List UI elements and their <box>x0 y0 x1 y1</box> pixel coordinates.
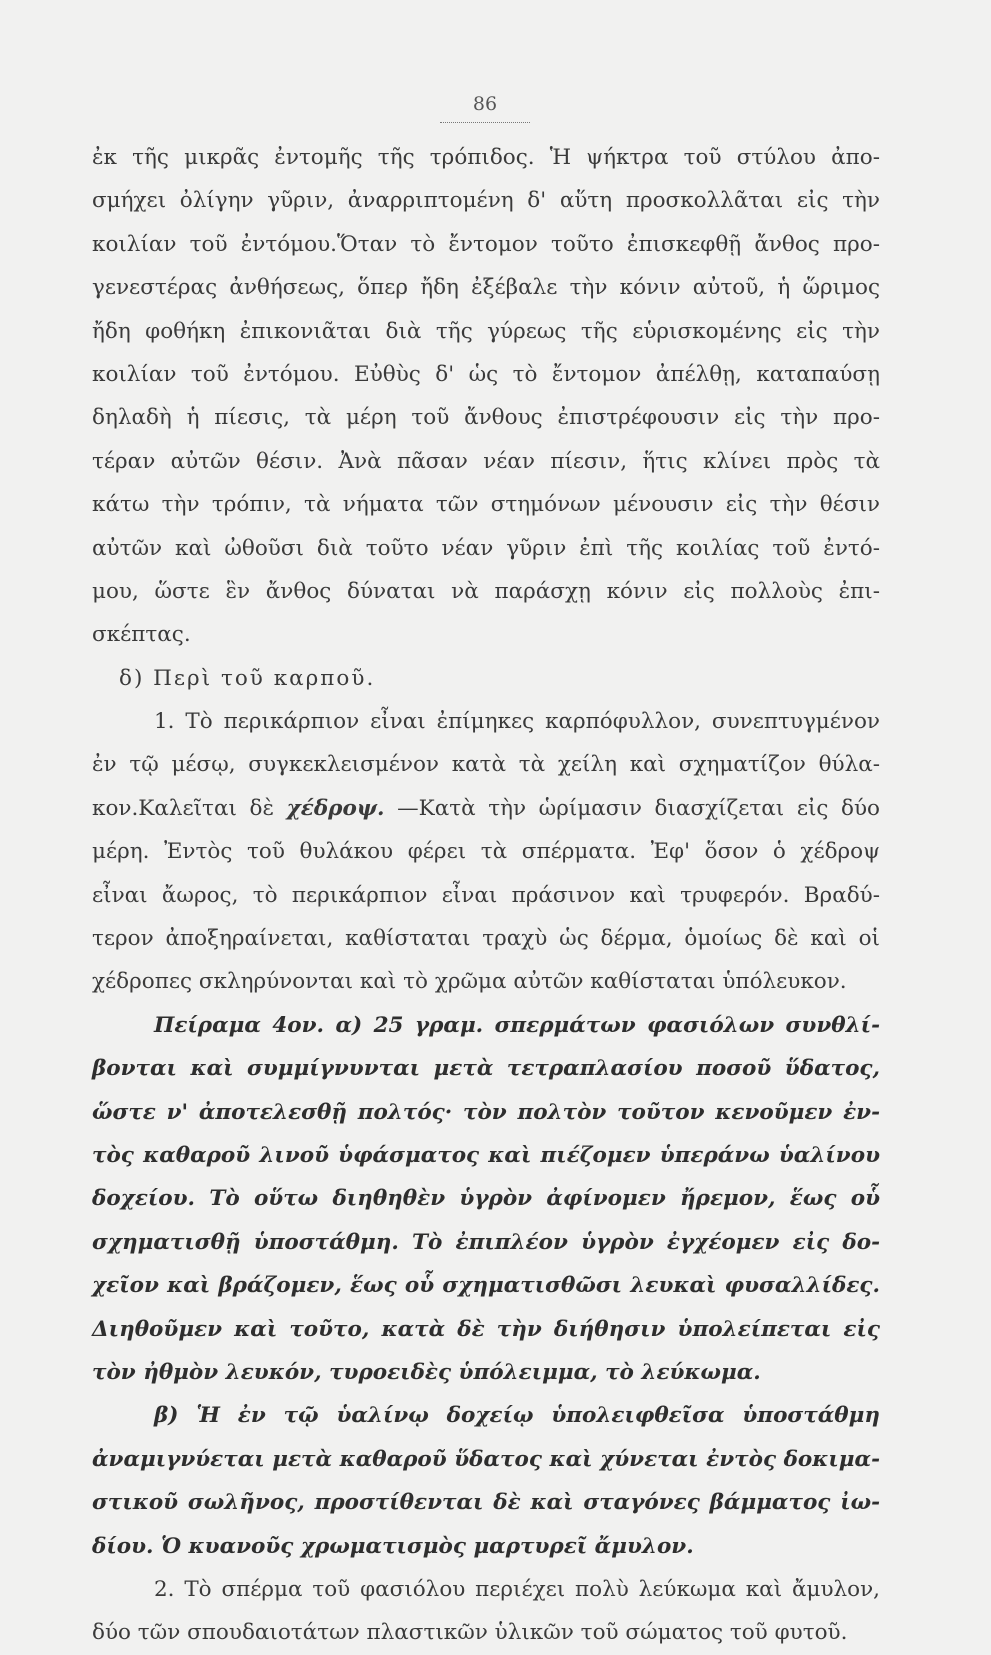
experiment-line: σχηματισθῇ ὑποστάθμη. Τὸ ἐπιπλέον ὑγρὸν ἐγχέομεν εἰς δο- <box>92 1229 880 1255</box>
experiment-line: χεῖον καὶ βράζομεν, ἕως οὗ σχηματισθῶσι λευκαὶ φυσαλλίδες. <box>92 1273 880 1299</box>
text-line: αὐτῶν καὶ ὠθοῦσι διὰ τοῦτο νέαν γῦριν ἐπὶ τῆς κοιλίας τοῦ ἐντό- <box>92 535 880 561</box>
experiment-line: βονται καὶ συμμίγνυνται μετὰ τετραπλασίου ποσοῦ ὕδατος, <box>92 1056 880 1082</box>
text-segment: —Κατὰ τὴν ὡρίμασιν διασχίζεται εἰς δύο <box>397 795 880 821</box>
experiment-line: β) Ἡ ἐν τῷ ὑαλίνῳ δοχείῳ ὑπολειφθεῖσα ὑποστάθμη <box>154 1403 880 1429</box>
text-line: σμήχει ὀλίγην γῦριν, ἀναρριπτομένη δ' αὕτη προσκολλᾶται εἰς τὴν <box>92 188 880 214</box>
text-line: ἤδη φοθήκη ἐπικονιᾶται διὰ τῆς γύρεως τῆς εὑρισκομένης εἰς τὴν <box>92 318 880 344</box>
page-number: 86 <box>472 93 498 115</box>
text-line: 1. Τὸ περικάρπιον εἶναι ἐπίμηκες καρπόφυλλον, συνεπτυγμένον <box>154 709 880 735</box>
experiment-line: τὸς καθαροῦ λινοῦ ὑφάσματος καὶ πιέζομεν ὑπεράνω ὑαλίνου <box>92 1142 880 1168</box>
text-line: σκέπτας. <box>92 622 191 648</box>
text-line: κοιλίαν τοῦ ἐντόμου.Ὅταν τὸ ἔντομον τοῦτο ἐπισκεφθῇ ἄνθος προ- <box>92 231 880 257</box>
text-line: εἶναι ἄωρος, τὸ περικάρπιον εἶναι πράσινον καὶ τρυφερόν. Βραδύ- <box>92 882 880 908</box>
text-line: δηλαδὴ ἡ πίεσις, τὰ μέρη τοῦ ἄνθους ἐπιστρέφουσιν εἰς τὴν προ- <box>92 405 880 431</box>
experiment-line: στικοῦ σωλῆνος, προστίθενται δὲ καὶ σταγόνες βάμματος ἰω- <box>92 1490 880 1516</box>
section-heading: δ) Περὶ τοῦ καρποῦ. <box>119 665 376 691</box>
experiment-line: τὸν ἠθμὸν λευκόν, τυροειδὲς ὑπόλειμμα, τὸ λεύκωμα. <box>92 1359 761 1385</box>
experiment-line: ὥστε ν' ἀποτελεσθῇ πολτός· τὸν πολτὸν τοῦτον κενοῦμεν ἐν- <box>92 1099 880 1125</box>
text-line: τέραν αὐτῶν θέσιν. Ἀνὰ πᾶσαν νέαν πίεσιν, ἥτις κλίνει πρὸς τὰ <box>92 448 880 474</box>
text-line: μου, ὥστε ἓν ἄνθος δύναται νὰ παράσχῃ κόνιν εἰς πολλοὺς ἐπι- <box>92 578 880 604</box>
text-line: ἐν τῷ μέσῳ, συγκεκλεισμένον κατὰ τὰ χείλη καὶ σχηματίζον θύλα- <box>92 752 880 778</box>
text-line: κοιλίαν τοῦ ἐντόμου. Εὐθὺς δ' ὡς τὸ ἔντομον ἀπέλθῃ, καταπαύσῃ <box>92 361 880 387</box>
text-segment: κον.Καλεῖται δὲ <box>92 795 274 821</box>
experiment-line: ἀναμιγνύεται μετὰ καθαροῦ ὕδατος καὶ χύνεται ἐντὸς δοκιμα- <box>92 1446 880 1472</box>
experiment-line: Διηθοῦμεν καὶ τοῦτο, κατὰ δὲ τὴν διήθησιν ὑπολείπεται εἰς <box>92 1316 880 1342</box>
text-line: 2. Τὸ σπέρμα τοῦ φασιόλου περιέχει πολὺ λεύκωμα καὶ ἄμυλον, <box>154 1576 880 1602</box>
experiment-line: Πείραμα 4ον. α) 25 γραμ. σπερμάτων φασιόλων συνθλί- <box>154 1012 880 1038</box>
text-line: δύο τῶν σπουδαιοτάτων πλαστικῶν ὑλικῶν τοῦ σώματος τοῦ φυτοῦ. <box>92 1620 848 1646</box>
text-line: τερον ἀποξηραίνεται, καθίσταται τραχὺ ὡς δέρμα, ὁμοίως δὲ καὶ οἱ <box>92 926 880 952</box>
text-line: ἐκ τῆς μικρᾶς ἐντομῆς τῆς τρόπιδος. Ἡ ψήκτρα τοῦ στύλου ἀπο- <box>92 145 880 170</box>
term-italic: χέδροψ. <box>286 795 385 821</box>
page-number-rule <box>440 122 530 123</box>
text-line: μέρη. Ἐντὸς τοῦ θυλάκου φέρει τὰ σπέρματα. Ἐφ' ὅσον ὁ χέδροψ <box>92 839 880 865</box>
text-line: χέδροπες σκληρύνονται καὶ τὸ χρῶμα αὐτῶν καθίσταται ὑπόλευκον. <box>92 969 847 995</box>
text-line <box>92 787 880 830</box>
body-text <box>92 136 880 1655</box>
text-line: κάτω τὴν τρόπιν, τὰ νήματα τῶν στημόνων μένουσιν εἰς τὴν θέσιν <box>92 492 880 518</box>
text-line: γενεστέρας ἀνθήσεως, ὅπερ ἤδη ἐξέβαλε τὴν κόνιν αὐτοῦ, ἡ ὥριμος <box>92 275 880 301</box>
experiment-line: δίου. Ὁ κυανοῦς χρωματισμὸς μαρτυρεῖ ἄμυλον. <box>92 1533 694 1559</box>
experiment-line: δοχείου. Τὸ οὕτω διηθηθὲν ὑγρὸν ἀφίνομεν ἤρεμον, ἕως οὗ <box>92 1186 880 1212</box>
